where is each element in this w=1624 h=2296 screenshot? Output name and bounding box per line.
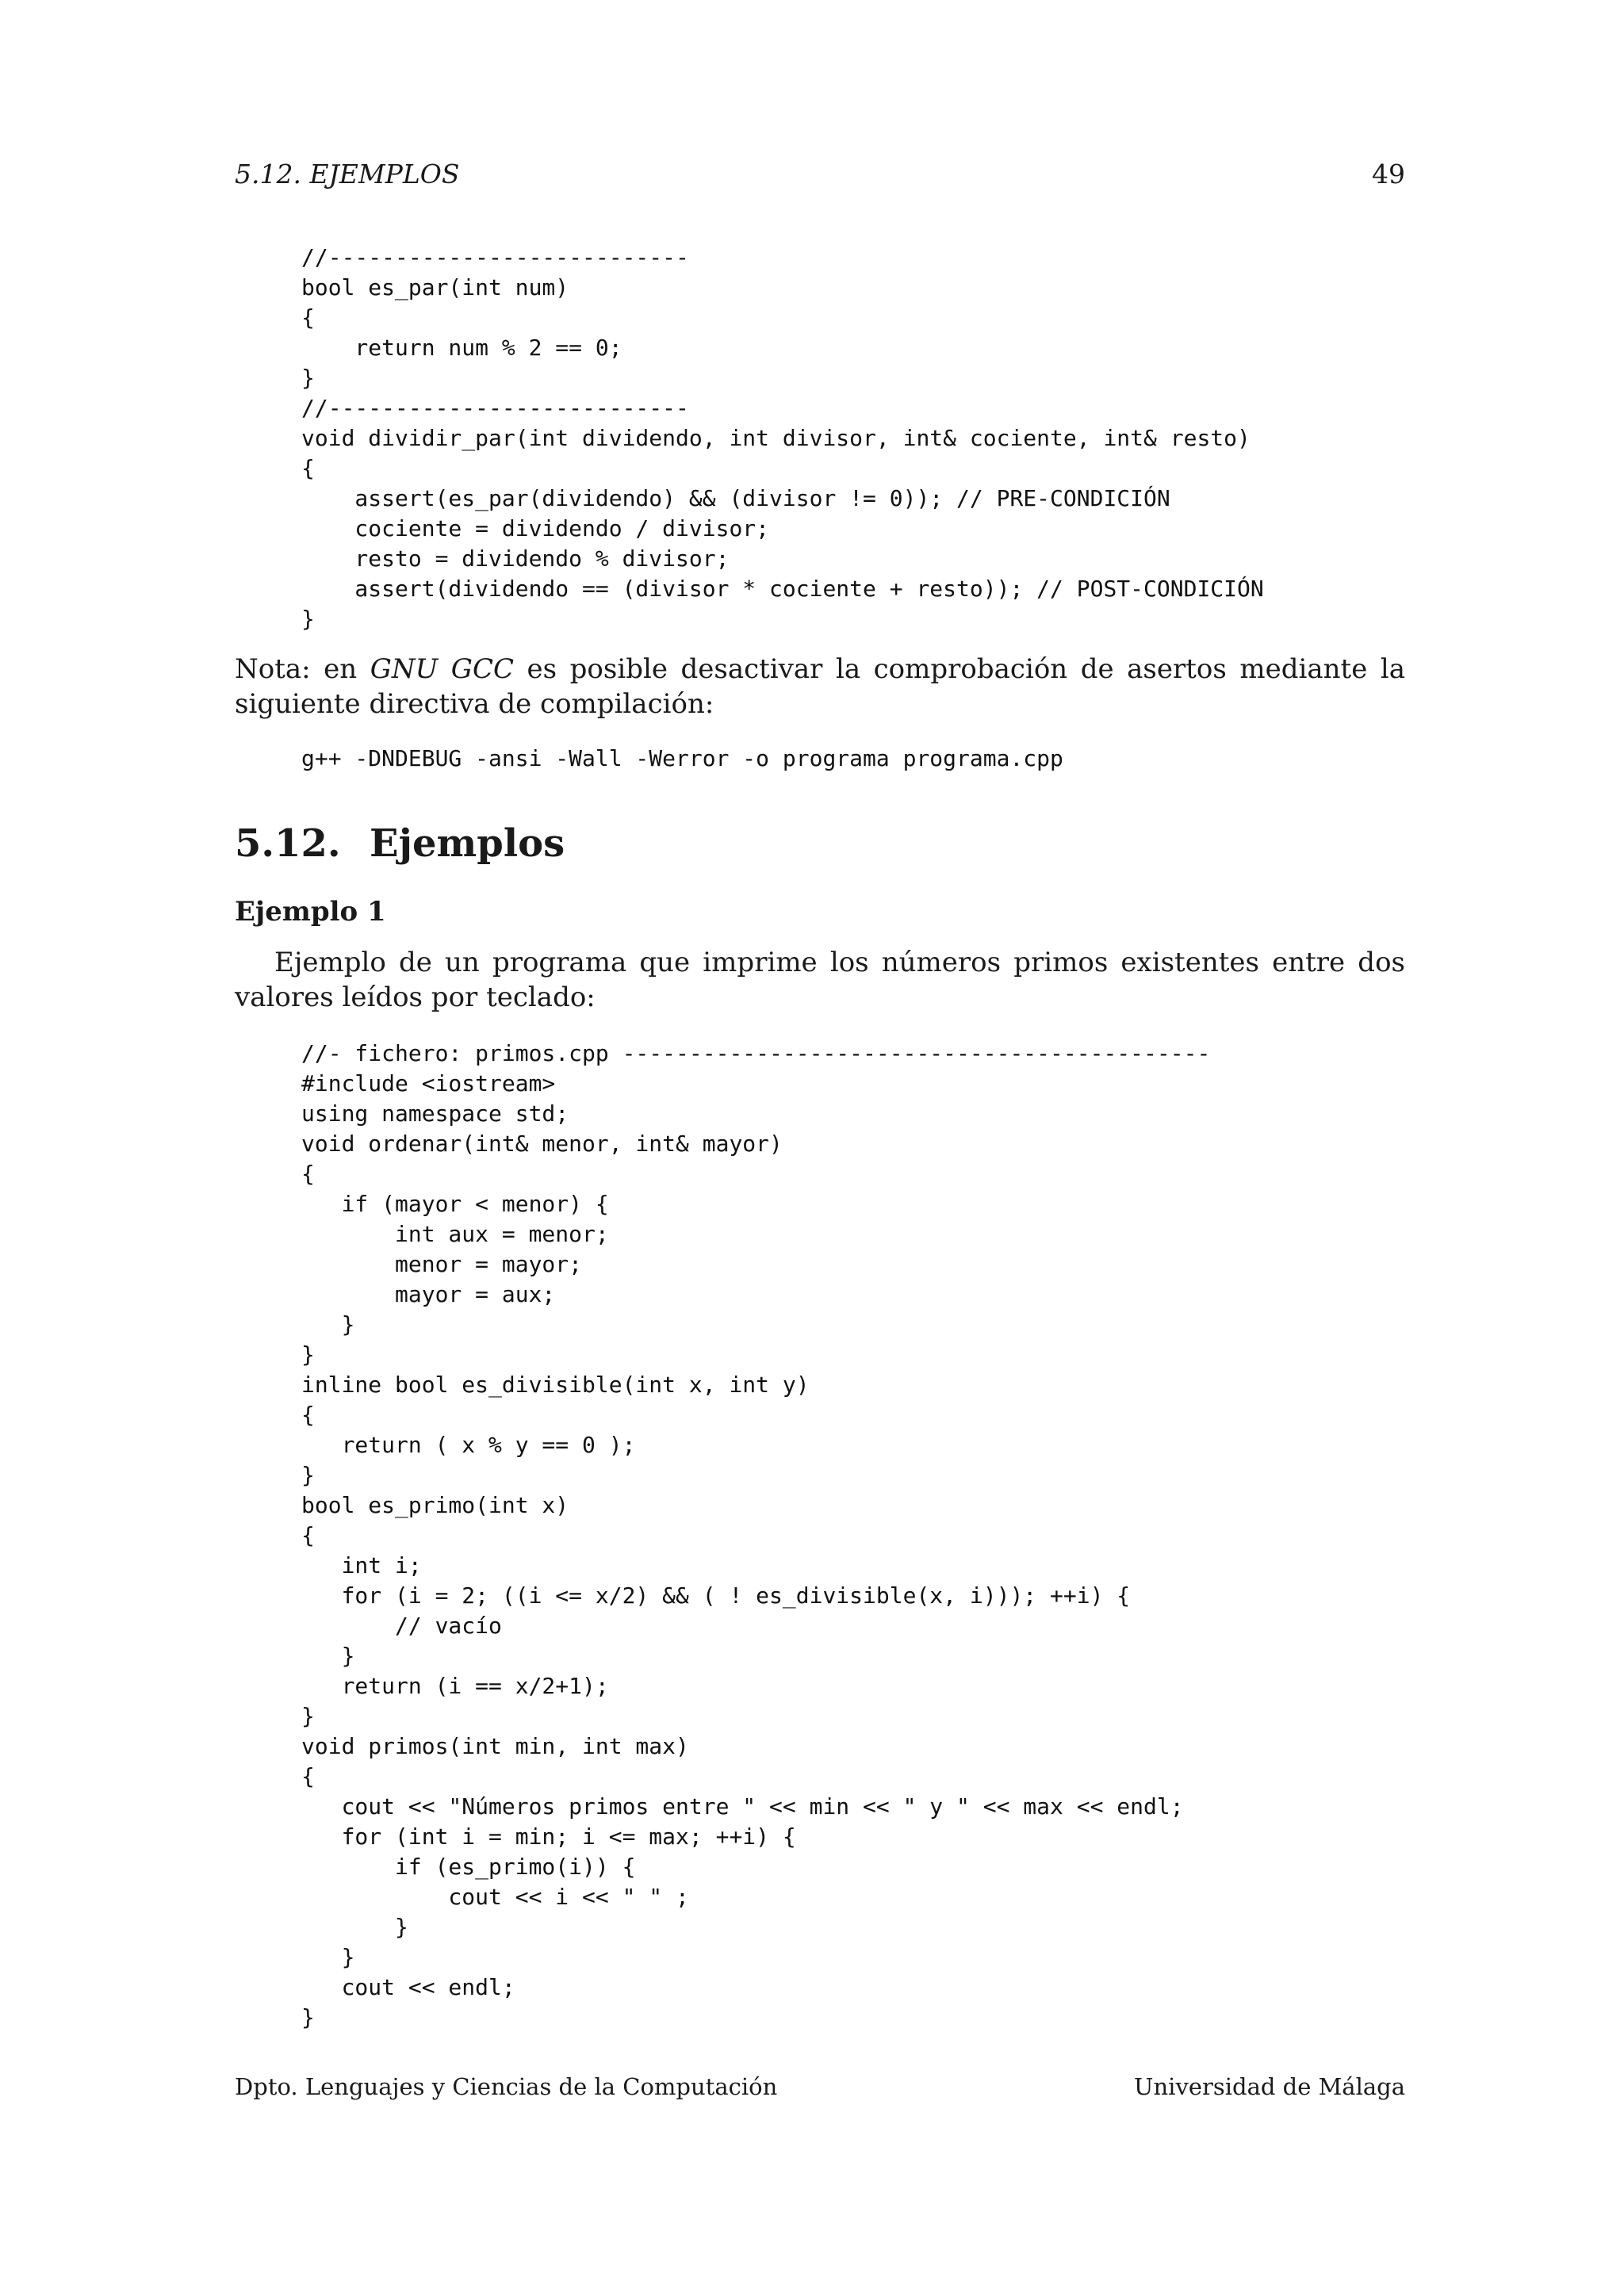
code-line: inline bool es_divisible(int x, int y) — [301, 1372, 810, 1398]
code-line: { — [301, 304, 315, 331]
code-line: cout << endl; — [301, 1974, 515, 2000]
section-heading — [235, 820, 565, 867]
code-line: } — [301, 1643, 355, 1669]
header-section-title: 5.12. EJEMPLOS — [235, 159, 460, 189]
code-line: for (int i = min; i <= max; ++i) { — [301, 1823, 796, 1850]
code-line: { — [301, 1522, 315, 1548]
code-line: bool es_par(int num) — [301, 274, 569, 300]
code-line: { — [301, 1763, 315, 1789]
code-line: } — [301, 2004, 315, 2030]
code-line: return num % 2 == 0; — [301, 335, 622, 361]
code-line: mayor = aux; — [301, 1281, 556, 1307]
code-line: } — [301, 606, 315, 632]
code-line: menor = mayor; — [301, 1251, 583, 1277]
code-line: } — [301, 1341, 315, 1368]
code-line: bool es_primo(int x) — [301, 1492, 569, 1518]
code-line: { — [301, 455, 315, 481]
code-line: //- fichero: primos.cpp -------------------------------------------- — [301, 1040, 1211, 1066]
code-line: void ordenar(int& menor, int& mayor) — [301, 1131, 783, 1157]
code-line: int i; — [301, 1552, 422, 1578]
note-emphasis: GNU GCC — [370, 653, 514, 685]
code-line: return (i == x/2+1); — [301, 1673, 609, 1699]
code-line: { — [301, 1161, 315, 1187]
footer-university: Universidad de Málaga — [1134, 2073, 1405, 2100]
header-page-number: 49 — [1372, 159, 1405, 189]
code-line: #include <iostream> — [301, 1070, 556, 1096]
code-block-primos — [301, 1039, 1210, 2033]
code-line: //--------------------------- — [301, 395, 689, 421]
compile-command — [301, 744, 1063, 774]
note-prefix: Nota: en — [235, 653, 370, 685]
note-suffix: es posible desactivar la comprobación de asertos mediante la siguiente directiva de compilación: — [235, 653, 1405, 720]
code-line: if (mayor < menor) { — [301, 1191, 609, 1217]
code-line: return ( x % y == 0 ); — [301, 1432, 636, 1458]
code-line: cociente = dividendo / divisor; — [301, 515, 770, 541]
code-line: //--------------------------- — [301, 244, 689, 270]
code-line: assert(es_par(dividendo) && (divisor != 0)); // PRE-CONDICIÓN — [301, 485, 1170, 511]
footer-department: Dpto. Lenguajes y Ciencias de la Computación — [235, 2073, 778, 2100]
code-line: for (i = 2; ((i <= x/2) && ( ! es_divisible(x, i))); ++i) { — [301, 1582, 1131, 1609]
code-line: } — [301, 1944, 355, 1970]
intro-paragraph: Ejemplo de un programa que imprime los números primos existentes entre dos valores leídos por teclado: — [235, 947, 1405, 1013]
section-title: Ejemplos — [370, 821, 565, 866]
code-line: int aux = menor; — [301, 1221, 609, 1247]
code-line: if (es_primo(i)) { — [301, 1854, 636, 1880]
section-number: 5.12. — [235, 821, 341, 866]
code-line: } — [301, 1914, 408, 1940]
code-line: } — [301, 1311, 355, 1337]
compile-command-line: g++ -DNDEBUG -ansi -Wall -Werror -o programa programa.cpp — [301, 745, 1063, 771]
code-line: resto = dividendo % divisor; — [301, 545, 730, 572]
subsection-heading: Ejemplo 1 — [235, 896, 386, 928]
code-line: } — [301, 1462, 315, 1488]
code-line: cout << i << " " ; — [301, 1884, 689, 1910]
code-line: } — [301, 1703, 315, 1729]
code-line: } — [301, 365, 315, 391]
code-line: using namespace std; — [301, 1100, 569, 1127]
code-line: assert(dividendo == (divisor * cociente + resto)); // POST-CONDICIÓN — [301, 576, 1264, 602]
code-block-assert — [301, 243, 1264, 634]
code-line: void dividir_par(int dividendo, int divisor, int& cociente, int& resto) — [301, 425, 1251, 451]
code-line: void primos(int min, int max) — [301, 1733, 689, 1759]
code-line: // vacío — [301, 1613, 502, 1639]
code-line: { — [301, 1402, 315, 1428]
code-line: cout << "Números primos entre " << min << " y " << max << endl; — [301, 1793, 1184, 1820]
note-paragraph — [235, 652, 1405, 721]
